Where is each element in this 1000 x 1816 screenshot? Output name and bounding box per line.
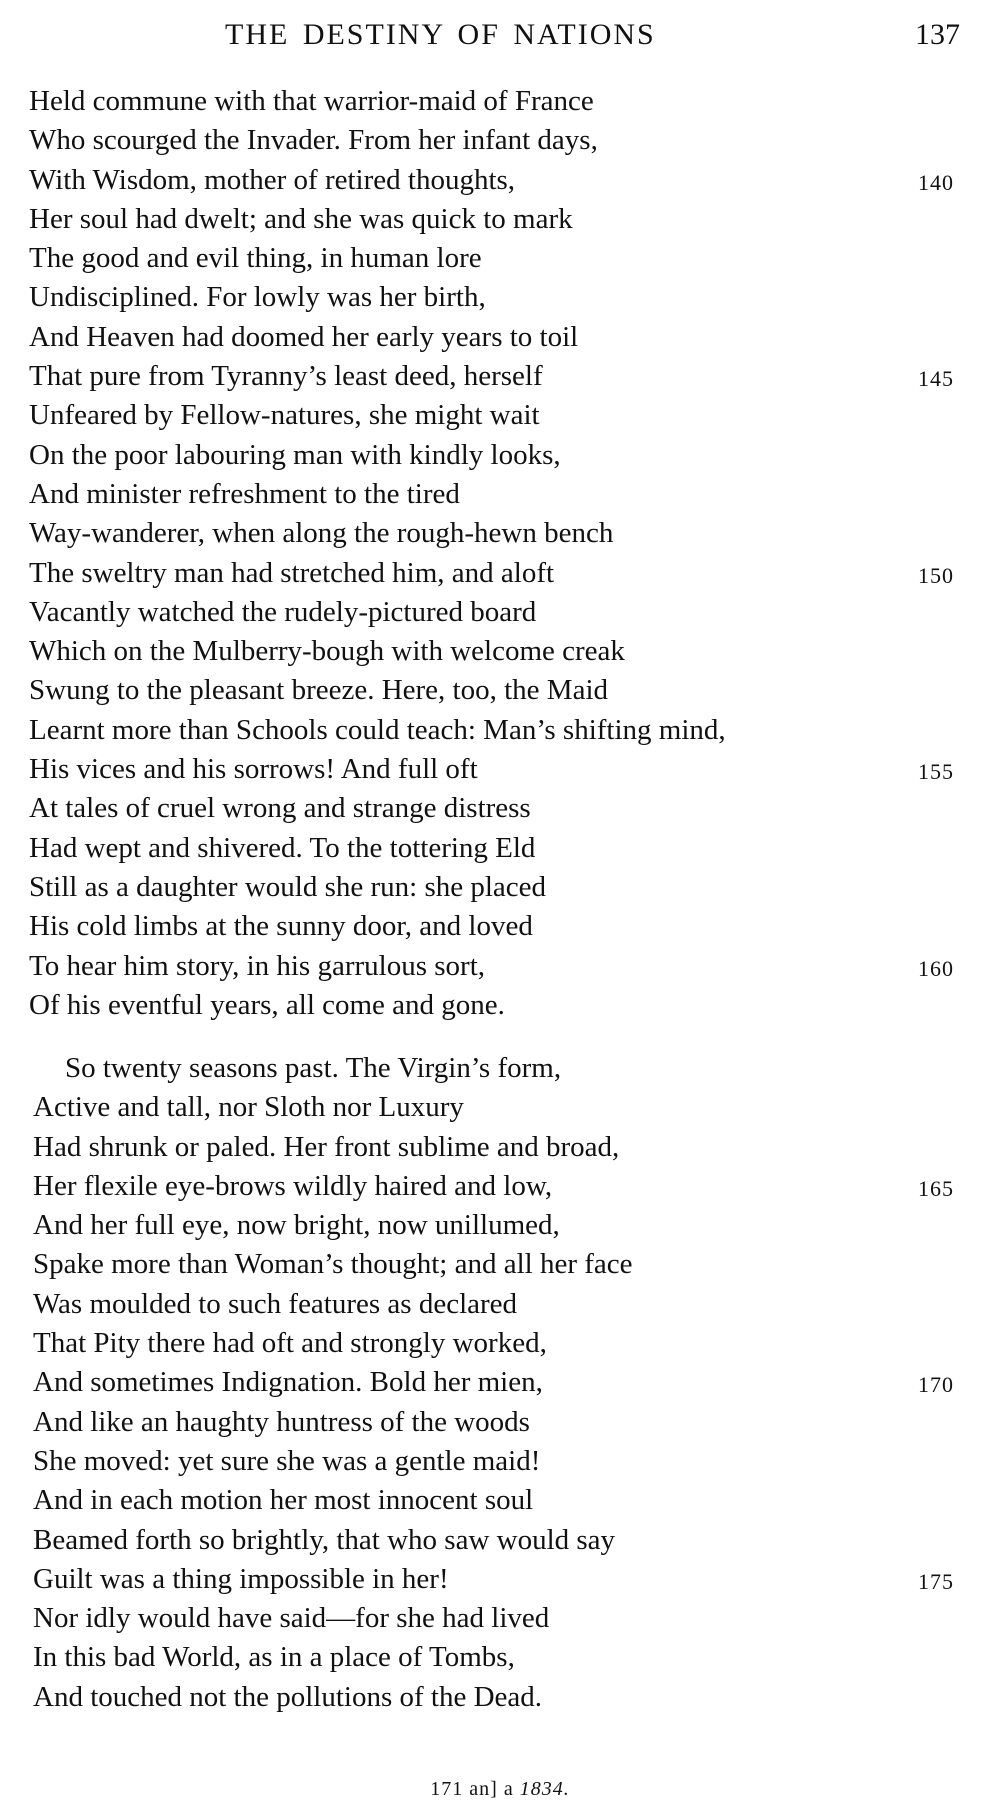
line-text: That Pity there had oft and strongly worked, bbox=[33, 1327, 547, 1360]
footnote bbox=[0, 1778, 1000, 1801]
poem-line bbox=[0, 1167, 1000, 1206]
line-text: Guilt was a thing impossible in her! bbox=[33, 1562, 449, 1595]
poem-line bbox=[0, 239, 1000, 278]
stanza bbox=[0, 82, 1000, 1025]
page-number: 137 bbox=[915, 18, 960, 51]
line-text: Way-wanderer, when along the rough-hewn bench bbox=[29, 517, 614, 550]
poem-line bbox=[0, 907, 1000, 946]
line-text: And in each motion her most innocent soul bbox=[33, 1484, 534, 1517]
line-text: Of his eventful years, all come and gone. bbox=[29, 988, 505, 1021]
line-text: So twenty seasons past. The Virgin’s form, bbox=[65, 1052, 562, 1084]
line-number: 145 bbox=[918, 366, 954, 392]
poem-line bbox=[0, 200, 1000, 239]
line-text: Was moulded to such features as declared bbox=[33, 1287, 518, 1320]
footnote-ref: 171 an] a bbox=[430, 1778, 514, 1800]
poem-line bbox=[0, 1678, 1000, 1717]
poem-line bbox=[0, 1049, 1000, 1088]
poem-line bbox=[0, 947, 1000, 986]
line-number: 175 bbox=[918, 1568, 954, 1594]
poem-line bbox=[0, 161, 1000, 200]
page-header bbox=[0, 18, 1000, 58]
poem-line bbox=[0, 789, 1000, 828]
line-text: That pure from Tyranny’s least deed, herself bbox=[29, 360, 543, 393]
footnote-year: 1834. bbox=[519, 1778, 570, 1800]
line-text: Had wept and shivered. To the tottering Eld bbox=[29, 831, 536, 864]
line-text: Spake more than Woman’s thought; and all her face bbox=[33, 1248, 633, 1281]
line-text: His vices and his sorrows! And full oft bbox=[29, 753, 478, 786]
poem-line bbox=[0, 436, 1000, 475]
line-text: Vacantly watched the rudely-pictured board bbox=[29, 595, 537, 628]
poem-line bbox=[0, 1285, 1000, 1324]
line-text: Her flexile eye-brows wildly haired and low, bbox=[33, 1169, 553, 1202]
line-text: Still as a daughter would she run: she placed bbox=[29, 870, 547, 903]
poem-line bbox=[0, 1560, 1000, 1599]
line-text: And sometimes Indignation. Bold her mien, bbox=[33, 1366, 543, 1399]
line-text: Learnt more than Schools could teach: Man’s shifting mind, bbox=[29, 713, 726, 746]
line-text: And Heaven had doomed her early years to toil bbox=[29, 320, 579, 353]
line-text: Unfeared by Fellow-natures, she might wait bbox=[29, 399, 540, 432]
poem-line bbox=[0, 82, 1000, 121]
line-text: Held commune with that warrior-maid of France bbox=[29, 85, 594, 117]
line-text: On the poor labouring man with kindly looks, bbox=[29, 438, 561, 471]
poem-line bbox=[0, 1088, 1000, 1127]
poem-line bbox=[0, 671, 1000, 710]
poem-line bbox=[0, 750, 1000, 789]
poem-line bbox=[0, 593, 1000, 632]
line-text: And like an haughty huntress of the woods bbox=[33, 1405, 530, 1438]
line-text: Had shrunk or paled. Her front sublime and broad, bbox=[33, 1130, 620, 1163]
poem-line bbox=[0, 1128, 1000, 1167]
line-number: 165 bbox=[918, 1175, 954, 1201]
poem-line bbox=[0, 1245, 1000, 1284]
line-text: The good and evil thing, in human lore bbox=[29, 242, 482, 275]
poem-line bbox=[0, 1324, 1000, 1363]
line-text: She moved: yet sure she was a gentle maid! bbox=[33, 1444, 541, 1477]
poem-line bbox=[0, 1481, 1000, 1520]
line-text: His cold limbs at the sunny door, and loved bbox=[29, 910, 533, 943]
poem-line bbox=[0, 986, 1000, 1025]
line-text: In this bad World, as in a place of Tombs, bbox=[33, 1641, 515, 1674]
poem-line bbox=[0, 829, 1000, 868]
line-text: The sweltry man had stretched him, and aloft bbox=[29, 556, 555, 589]
line-text: To hear him story, in his garrulous sort, bbox=[29, 949, 485, 982]
line-number: 170 bbox=[918, 1372, 954, 1398]
line-text: At tales of cruel wrong and strange distress bbox=[29, 792, 531, 825]
line-number: 160 bbox=[918, 955, 954, 981]
poem-line bbox=[0, 632, 1000, 671]
line-text: Nor idly would have said—for she had lived bbox=[33, 1602, 550, 1635]
line-number: 155 bbox=[918, 759, 954, 785]
line-text: And minister refreshment to the tired bbox=[29, 477, 460, 510]
line-text: Who scourged the Invader. From her infant days, bbox=[29, 124, 598, 157]
poem-line bbox=[0, 475, 1000, 514]
poem-line bbox=[0, 1363, 1000, 1402]
poem-line bbox=[0, 1442, 1000, 1481]
line-number: 150 bbox=[918, 562, 954, 588]
poem-line bbox=[0, 278, 1000, 317]
poem-line bbox=[0, 711, 1000, 750]
poem-line bbox=[0, 1206, 1000, 1245]
poem-line bbox=[0, 1638, 1000, 1677]
poem-line bbox=[0, 121, 1000, 160]
line-text: Beamed forth so brightly, that who saw would say bbox=[33, 1523, 616, 1556]
line-text: With Wisdom, mother of retired thoughts, bbox=[29, 163, 516, 196]
line-text: Swung to the pleasant breeze. Here, too, the Maid bbox=[29, 674, 609, 707]
poem-line bbox=[0, 514, 1000, 553]
poem-line bbox=[0, 1521, 1000, 1560]
poem-line bbox=[0, 554, 1000, 593]
poem-line bbox=[0, 396, 1000, 435]
line-text: Undisciplined. For lowly was her birth, bbox=[29, 281, 486, 314]
line-text: And her full eye, now bright, now unillumed, bbox=[33, 1209, 560, 1242]
line-text: And touched not the pollutions of the Dead. bbox=[33, 1680, 543, 1713]
poem-line bbox=[0, 318, 1000, 357]
poem-line bbox=[0, 357, 1000, 396]
line-number: 140 bbox=[918, 169, 954, 195]
line-text: Active and tall, nor Sloth nor Luxury bbox=[33, 1091, 464, 1124]
poem-line bbox=[0, 868, 1000, 907]
poem-line bbox=[0, 1403, 1000, 1442]
running-head: THE DESTINY OF NATIONS bbox=[225, 18, 656, 51]
line-text: Which on the Mulberry-bough with welcome creak bbox=[29, 635, 625, 668]
poem-line bbox=[0, 1599, 1000, 1638]
stanza bbox=[0, 1049, 1000, 1717]
line-text: Her soul had dwelt; and she was quick to mark bbox=[29, 202, 573, 235]
